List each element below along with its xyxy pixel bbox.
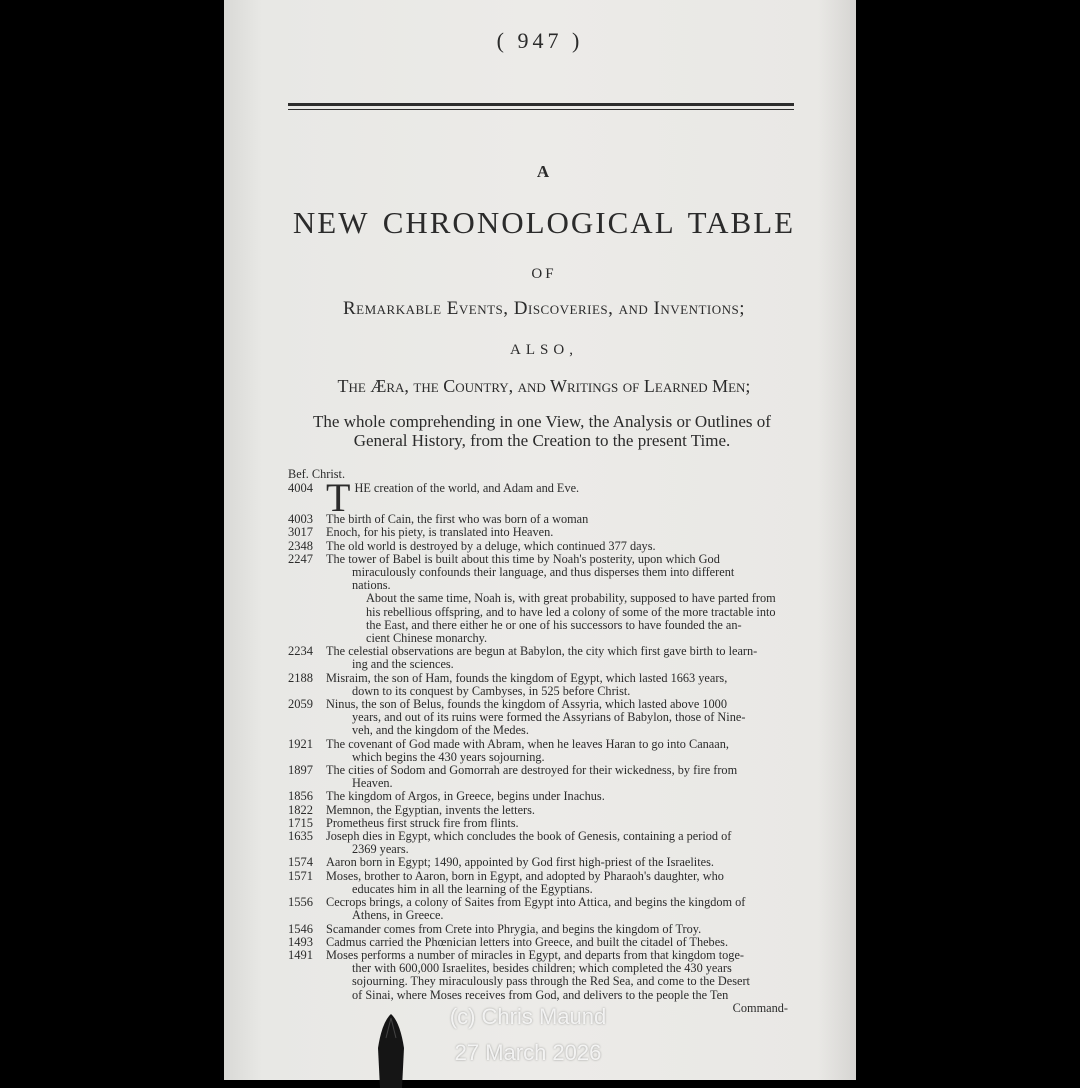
entry-year: 1546 (288, 921, 313, 936)
entry-year: 1493 (288, 934, 313, 949)
entry-year (288, 711, 326, 724)
entry-text: ther with 600,000 Israelites, besides children; which completed the 430 years (352, 962, 732, 976)
table-row (288, 606, 808, 619)
entry-text: cient Chinese monarchy. (366, 632, 488, 646)
table-row (288, 870, 808, 883)
entry-year (288, 579, 326, 592)
entry-year: 4004 (288, 481, 313, 496)
table-row (288, 975, 808, 988)
top-rule-thin (288, 109, 794, 110)
table-row (288, 751, 808, 764)
table-row (288, 513, 808, 526)
table-row (288, 830, 808, 843)
table-header: Bef. Christ. (288, 467, 346, 481)
table-row (288, 619, 808, 632)
table-row (288, 711, 808, 724)
table-row (288, 843, 808, 856)
entry-text: 2369 years. (352, 843, 409, 857)
entry-text: The birth of Cain, the first who was born of a woman (326, 513, 589, 527)
table-row (288, 989, 808, 1002)
entry-year (288, 962, 326, 975)
table-row (288, 909, 808, 922)
entry-text: down to its conquest by Cambyses, in 525 before Christ. (352, 684, 631, 698)
entry-year: 1921 (288, 736, 313, 751)
table-row (288, 579, 808, 592)
book-page (224, 0, 856, 1080)
entry-year: 2247 (288, 551, 313, 566)
table-row (288, 936, 808, 949)
entry-text: Misraim, the son of Ham, founds the kingdom of Egypt, which lasted 1663 years, (326, 671, 728, 685)
table-row (288, 949, 808, 962)
entry-text: The kingdom of Argos, in Greece, begins under Inachus. (326, 790, 605, 804)
table-row (288, 790, 808, 803)
table-row (288, 566, 808, 579)
entry-year (288, 989, 326, 1002)
entry-year: 1635 (288, 829, 313, 844)
subtitle: Remarkable Events, Discoveries, and Inventions; (342, 298, 746, 319)
table-row (288, 645, 808, 658)
table-row (288, 962, 808, 975)
entry-year: 1897 (288, 763, 313, 778)
summary-line-2: General History, from the Creation to the present Time. (353, 431, 731, 450)
summary-text (282, 412, 802, 450)
entry-year (288, 909, 326, 922)
entry-text: The old world is destroyed by a deluge, which continued 377 days. (326, 539, 656, 553)
table-row (288, 738, 808, 751)
table-row (288, 923, 808, 936)
entry-year: 1715 (288, 815, 313, 830)
entry-text: miraculously confounds their language, and thus disperses them into different (352, 566, 735, 580)
entry-text: Memnon, the Egyptian, invents the letters. (326, 803, 536, 817)
entry-text: The cities of Sodom and Gomorrah are destroyed for their wickedness, by fire from (326, 764, 738, 778)
table-row (288, 817, 808, 830)
entry-year: 2188 (288, 670, 313, 685)
drop-cap: T (326, 482, 351, 514)
summary-line-1: The whole comprehending in one View, the Analysis or Outlines of (313, 412, 771, 431)
entry-text: of Sinai, where Moses receives from God, and delivers to the people the Ten (352, 988, 729, 1002)
entry-text: sojourning. They miraculously pass through the Red Sea, and come to the Desert (352, 975, 750, 989)
catchword: Command- (732, 1000, 788, 1015)
table-row (288, 632, 808, 645)
entry-text: Cadmus carried the Phœnician letters into Greece, and built the citadel of Thebes. (326, 935, 729, 949)
table-row (288, 592, 808, 605)
entry-text: About the same time, Noah is, with great probability, supposed to have parted from (366, 592, 776, 606)
entry-text: Aaron born in Egypt; 1490, appointed by God first high-priest of the Israelites. (326, 856, 714, 870)
table-row (288, 672, 808, 685)
table-row (288, 482, 808, 513)
entry-year: 2348 (288, 538, 313, 553)
entry-year (288, 658, 326, 671)
table-row (288, 804, 808, 817)
entry-text: ing and the sciences. (352, 658, 454, 672)
entry-text: The covenant of God made with Abram, when he leaves Haran to go into Canaan, (326, 737, 729, 751)
table-row (288, 658, 808, 671)
entry-year: 3017 (288, 525, 313, 540)
entry-year (288, 566, 326, 579)
top-rule-thick (288, 103, 794, 106)
entry-year: 2234 (288, 644, 313, 659)
entry-text: the East, and there either he or one of his successors to have founded the an- (366, 618, 742, 632)
entry-year: 1491 (288, 947, 313, 962)
entry-text: Moses, brother to Aaron, born in Egypt, and adopted by Pharaoh's daughter, who (326, 869, 724, 883)
table-row (288, 896, 808, 909)
table-row (288, 698, 808, 711)
table-row (288, 553, 808, 566)
entry-year: 1556 (288, 895, 313, 910)
entry-text: educates him in all the learning of the Egyptians. (352, 882, 593, 896)
entry-text: The tower of Babel is built about this time by Noah's posterity, upon which God (326, 552, 720, 566)
entry-text: Heaven. (352, 777, 393, 791)
entry-year (288, 975, 326, 988)
table-row (288, 856, 808, 869)
table-row (288, 540, 808, 553)
title-of: OF (531, 266, 557, 282)
entry-text: his rebellious offspring, and to have led a colony of some of the more tractable into (366, 605, 776, 619)
also-heading: ALSO, (510, 342, 578, 358)
table-row (288, 777, 808, 790)
entry-year: 1574 (288, 855, 313, 870)
entry-text: Enoch, for his piety, is translated into Heaven. (326, 526, 554, 540)
entry-year (288, 606, 326, 619)
table-row (288, 764, 808, 777)
entry-text: Scamander comes from Crete into Phrygia, and begins the kingdom of Troy. (326, 922, 702, 936)
title-article: A (536, 162, 552, 181)
entry-text: Moses performs a number of miracles in Egypt, and departs from that kingdom toge- (326, 948, 744, 962)
entry-text: years, and out of its ruins were formed the Assyrians of Babylon, those of Nine- (352, 711, 746, 725)
entry-text: veh, and the kingdom of the Medes. (352, 724, 529, 738)
entry-year: 1822 (288, 802, 313, 817)
table-row (288, 724, 808, 737)
entry-text: Athens, in Greece. (352, 909, 444, 923)
chronology-table (288, 468, 808, 1015)
entry-text: Joseph dies in Egypt, which concludes the book of Genesis, containing a period of (326, 830, 732, 844)
entry-text-body: HE creation of the world, and Adam and Eve. (354, 482, 580, 496)
entry-year: 1571 (288, 868, 313, 883)
table-row (288, 883, 808, 896)
table-row (288, 685, 808, 698)
entry-text: The celestial observations are begun at Babylon, the city which first gave birth to learn- (326, 645, 758, 659)
entry-year: 4003 (288, 512, 313, 527)
watermark-date: 27 March 2026 (454, 1040, 602, 1065)
entry-year (288, 724, 326, 737)
entry-year (288, 619, 326, 632)
watermark-credit: (c) Chris Maund (449, 1004, 607, 1029)
entry-text: Cecrops brings, a colony of Saites from Egypt into Attica, and begins the kingdom of (326, 896, 746, 910)
entry-year: 1856 (288, 789, 313, 804)
page-title: NEW CHRONOLOGICAL TABLE (292, 205, 796, 240)
page-number: ( 947 ) (496, 28, 584, 53)
entry-year (288, 592, 326, 605)
entry-text: nations. (352, 579, 391, 593)
entry-text: which begins the 430 years sojourning. (352, 750, 545, 764)
entry-text: Ninus, the son of Belus, founds the kingdom of Assyria, which lasted above 1000 (326, 698, 727, 712)
entry-year: 2059 (288, 697, 313, 712)
era-line: The Æra, the Country, and Writings of Learned Men; (337, 376, 751, 396)
entry-text: Prometheus first struck fire from flints. (326, 816, 519, 830)
table-row (288, 526, 808, 539)
entry-text (326, 482, 808, 513)
